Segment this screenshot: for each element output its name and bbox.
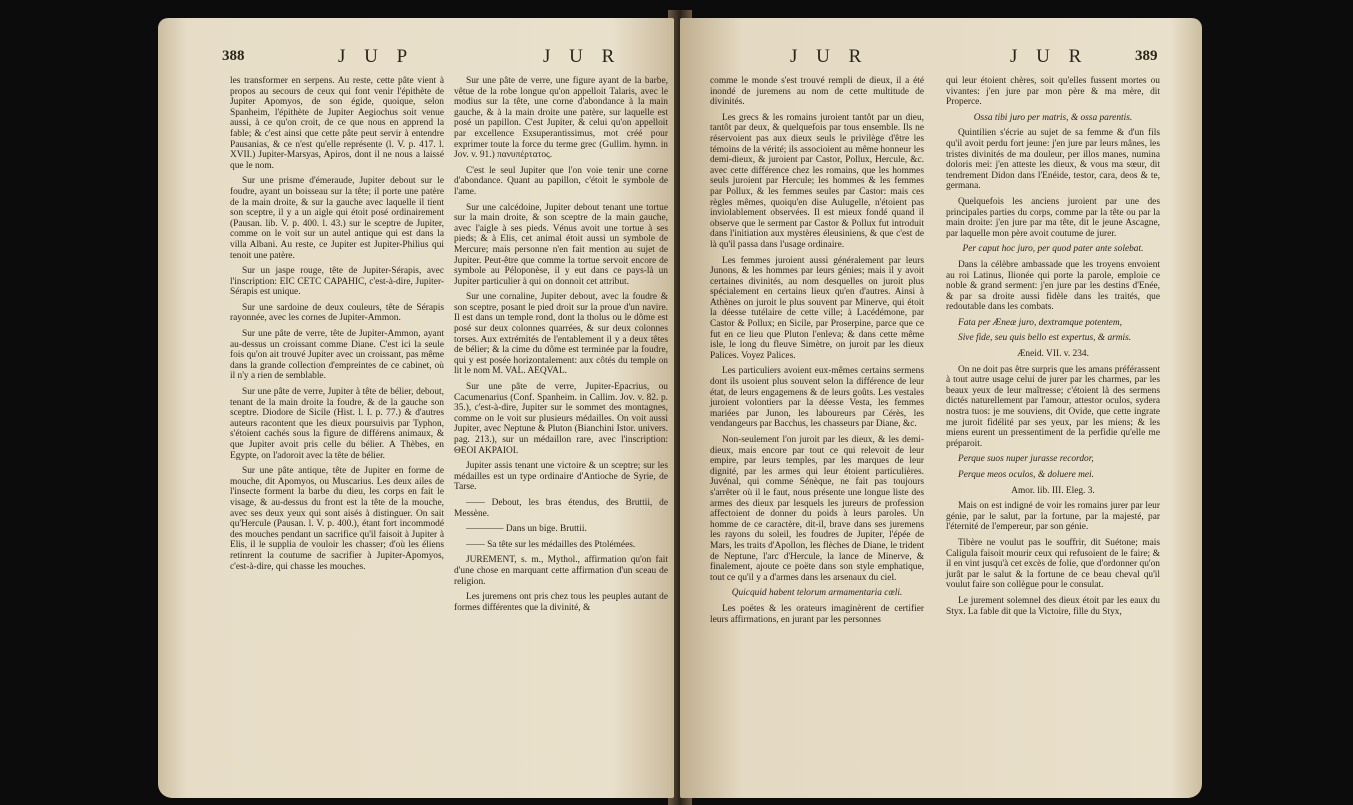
paragraph: Sur une prisme d'émeraude, Jupiter debout sur le foudre, ayant un boisseau sur la tête; il porte une patère de la main droite, & sur la gauche avec laquelle il tient son sceptre, il y a un aigle qui étoit posé ordinairement (Pausan. lib. V. p. 400. l. 43.) sur le sceptre de Jupiter, comme on le voit sur un autel antique qui est dans la villa Albani. Au reste, ce Jupiter est Jupiter-Philius qui tenoit une patère.: [230, 176, 444, 261]
paragraph: Sur une calcédoine, Jupiter debout tenant une tortue sur la main droite, & son sceptre de la main gauche, avec l'aigle à ses pieds. Vénus avoit une tortue à ses pieds; & à Elis, cet animal étoit aussi un symbole de Mercure; mais personne n'en fait mention au sujet de Jupiter. Peut-être que comme la tortue servoit encore de symbole au Péloponèse, il y eut dans ce pays-là un Jupiter particulier à qui on donnoit cet attribut.: [454, 202, 668, 287]
verse-quote: Perque suos nuper jurasse recordor,: [958, 454, 1094, 465]
entry-heading: JUREMENT, s. m., Mythol., affirmation qu'on fait d'une chose en marquant cette affirmation d'un sceau de religion.: [454, 555, 668, 587]
right-running-head-left: J U R: [790, 46, 869, 67]
left-running-head-left: J U P: [338, 46, 415, 67]
left-page-column-2: [454, 76, 668, 618]
verse-quote: Sive fide, seu quis bello est expertus, & armis.: [958, 333, 1132, 344]
paragraph: Mais on est indigné de voir les romains jurer par leur génie, par le salut, par la fortune, par la majesté, par l'éternité de l'empereur, par son génie.: [946, 501, 1160, 533]
verse-quote: Fata per Æneæ juro, dextramque potentem,: [958, 317, 1122, 328]
paragraph: Sur une cornaline, Jupiter debout, avec la foudre & son sceptre, posant le pied droit sur la proue d'un navire. Il est dans un temple rond, dont la tholus ou le dôme est posé sur deux colonnes quarrées, & sur deux colonnes torses. Aux extrémités de l'entablement il y a deux têtes de bélier; & la cime du dôme est terminée par la foudre, qui y est posée horizontalement: aux côtés du temple on lit le nom M. VAL. AEQVAL.: [454, 292, 668, 377]
left-page: [158, 18, 674, 798]
verse-quote: Per caput hoc juro, per quod pater ante solebat.: [962, 244, 1144, 255]
right-page-column-2: [946, 76, 1160, 622]
paragraph: Jupiter assis tenant une victoire & un sceptre; sur les médailles est un type ordinaire d'Antioche de Syrie, de Tarse.: [454, 461, 668, 493]
paragraph: Quintilien s'écrie au sujet de sa femme & d'un fils qu'il avoit perdu fort jeune: j'en jure par leurs mânes, les tristes divinités de ma douleur, per illos manes, numina doloris mei: j'en atteste les dieux, & vous ma sœur, dit tendrement Didon dans l'Enéide, testor, cara, deos & te, germana.: [946, 128, 1160, 192]
verse-quote: Perque meos oculos, & doluere mei.: [958, 470, 1094, 480]
paragraph: Les juremens ont pris chez tous les peuples autant de formes différentes que la divinité, &: [454, 592, 668, 613]
verse-citation: Æneid. VII. v. 234.: [1017, 349, 1089, 360]
paragraph: Sur un jaspe rouge, tête de Jupiter-Sérapis, avec l'inscription: EIC CETC CAPAHIC, c'est-à-dire, Jupiter-Sérapis est unique.: [230, 266, 444, 298]
paragraph: —— Debout, les bras étendus, des Bruttii, de Messène.: [454, 497, 668, 519]
paragraph: Sur une sardoine de deux couleurs, tête de Sérapis rayonnée, avec les cornes de Jupiter-Ammon.: [230, 302, 444, 324]
verse-citation: Amor. lib. III. Eleg. 3.: [1011, 485, 1095, 496]
paragraph: Sur une pâte de verre, une figure ayant de la barbe, vêtue de la robe longue qu'on appelloit Talaris, avec le modius sur la tête, une corne d'abondance à la main gauche, & à la main droite une patère, sur laquelle est posé un papillon. C'est Jupiter, & celui qu'on appelloit par excellence Exsuperantissimus, mot créé pour exprimer toute la force du terme grec (Gullim. hymn. in Jov. v. 91.) πανυπέρτατος.: [454, 76, 668, 161]
paragraph: Les particuliers avoient eux-mêmes certains sermens dont ils usoient plus souvent selon la différence de leur état, de leurs engagemens & de leurs goûts. Les vestales juroient volontiers par la déesse Vesta, les femmes mariées par Junon, les laboureurs par Cérès, les vendangeurs par Bacchus, les chasseurs par Diane, &c.: [710, 366, 924, 430]
right-page: [680, 18, 1202, 798]
verse-quote: Ossa tibi juro per matris, & ossa parentis.: [973, 112, 1133, 123]
paragraph: Non-seulement l'on juroit par les dieux, & les demi-dieux, mais encore par tout ce qui relevoit de leur empire, par leurs temples, par les marques de leur dignité, par les armes qui leur étoient particulières. Juvénal, qui comme Sénèque, ne fait pas toujours s'arrêter où il le faut, nous présente une longue liste des armes des dieux par lesquels les jureurs de profession affectoient de donner du poids à leurs paroles. Un homme de ce caractère, dit-il, brave dans ses juremens les rayons du soleil, les foudres de Jupiter, l'épée de Mars, les traits d'Apollon, les flèches de Diane, le trident de Neptune, l'arc d'Hercule, la lance de Minerve, & finalement, ajoute ce poëte dans son style emphatique, tout ce qu'il y a d'armes dans les arsenaux du ciel.: [710, 435, 924, 583]
paragraph: qui leur étoient chères, soit qu'elles fussent mortes ou vivantes: j'en jure par mon père & ma mère, dit Properce.: [946, 76, 1160, 108]
left-page-column-1: [230, 76, 444, 577]
paragraph: C'est le seul Jupiter que l'on voie tenir une corne d'abondance. Quant au papillon, c'étoit le symbole de l'ame.: [454, 165, 668, 197]
right-page-column-1: [710, 76, 924, 630]
right-page-number: 389: [1135, 48, 1158, 64]
paragraph: ———— Dans un bige. Bruttii.: [466, 524, 587, 535]
paragraph: comme le monde s'est trouvé rempli de dieux, il a été inondé de juremens au nom de cette multitude de divinités.: [710, 76, 924, 108]
paragraph: Quelquefois les anciens juroient par une des principales parties du corps, comme par la tête ou par la main droite: j'en jure par ma tête, dit le jeune Ascagne, par laquelle mon père avoit coutume de jurer.: [946, 196, 1160, 239]
left-running-head-right: J U R: [543, 46, 622, 67]
paragraph: Les femmes juroient aussi généralement par leurs Junons, & les hommes par leurs génies; mais il y avoit certaines divinités, au nom desquelles on juroit plus spécialement en certains lieux qu'en d'autres. Ainsi à Athènes on juroit le plus souvent par Minerve, qui étoit la déesse tutélaire de cette ville; à Lacédémone, par Castor & Pollux; en Sicile, par Proserpine, parce que ce fut en ce lieu que Pluton l'enleva; & dans cette même isle, le long du fleuve Simètre, on juroit par les dieux Palices. Voyez Palices.: [710, 255, 924, 361]
verse-quote: Quicquid habent telorum armamentaria cœli.: [731, 588, 903, 599]
left-page-number: 388: [222, 48, 245, 64]
paragraph: Tibère ne voulut pas le souffrir, dit Suétone; mais Caligula faisoit mourir ceux qui refusoient de le faire; & il en vint jusqu'à cet excès de folie, que d'ordonner qu'on jurât par le salut & la fortune de ce beau cheval qu'il voulut faire son collègue pour le consulat.: [946, 537, 1160, 591]
paragraph: —— Sa tête sur les médailles des Ptolémées.: [466, 539, 636, 550]
paragraph: Sur une pâte antique, tête de Jupiter en forme de mouche, dit Apomyos, ou Muscarius. Les deux ailes de l'insecte forment la barbe du dieu, les corps en fait le visage, & au-dessus du front est la tête de la mouche, avec ses deux yeux qui sont aisés à distinguer. On sait qu'Hercule (Pausan. l. V. p. 400.), étant fort incommodé des mouches pendant un sacrifice qu'il faisoit à Jupiter à Elis, il le supplia de vouloir les chasser; d'où les éliens retinrent la coutume de sacrifier à Jupiter-Apomyos, c'est-à-dire, qui chasse les mouches.: [230, 466, 444, 572]
paragraph: Dans la célèbre ambassade que les troyens envoient au roi Latinus, Ilionée qui porte la parole, emploie ce noble & grand serment: j'en jure par les destins d'Enée, & par sa droite aussi fidèle dans les traités, que redoutable dans les combats.: [946, 259, 1160, 313]
paragraph: Les grecs & les romains juroient tantôt par un dieu, tantôt par deux, & quelquefois par tous ensemble. Ils ne réservoient pas aux dieux seuls le privilège d'être les témoins de la vérité; ils associoient au même honneur les demi-dieux, & juroient par Castor, Pollux, Hercule, &c. avec cette différence chez les romains, que les hommes seuls juroient par Hercule; les hommes & les femmes par Pollux, & les femmes seules par Castor: mais ces règles mêmes, quoiqu'en dise Aulugelle, n'étoient pas inviolablement observées. Il est mieux fondé quand il observe que le serment par Castor & Pollux fut introduit dans l'initiation aux mystères éleusiniens, & que c'est de là qu'il passa dans l'usage ordinaire.: [710, 112, 924, 250]
paragraph: Sur une pâte de verre, Jupiter à tête de bélier, debout, tenant de la main droite la foudre, & de la gauche son sceptre. Diodore de Sicile (Hist. l. I. p. 77.) & d'autres auteurs racontent que les dieux poursuivis par Typhon, s'étoient cachés sous la figure de différens animaux, & que Jupiter avoit pris celle du bélier. A Thèbes, en Egypte, on l'adoroit avec la tête de bélier.: [230, 387, 444, 461]
paragraph: Sur une pâte de verre, Jupiter-Epacrius, ou Cacumenarius (Conf. Spanheim. in Callim. Jov. v. 82. p. 35.), c'est-à-dire, Jupiter sur le sommet des montagnes, comme on le voit sur plusieurs médailles. On voit aussi Jupiter, avec Neptune & Pluton (Bianchini Istor. univers. pag. 213.), sur un médaillon rare, avec l'inscription: ΘΕΟΙ ΑΚΡΑΙΟΙ.: [454, 382, 668, 456]
right-page-header: [680, 46, 1202, 74]
paragraph: On ne doit pas être surpris que les amans préférassent à tout autre usage celui de jurer par les charmes, par les beaux yeux de leur maîtresse; c'étoient là des sermens dictés naturellement par l'amour, attestor oculos, sydera nostra tuos: je me souviens, dit Ovide, que cette ingrate me juroit fidélité par ses yeux, par les miens; & les miens eurent un pressentiment de la perfidie qu'elle me préparoit.: [946, 364, 1160, 449]
right-running-head-right: J U R: [1010, 46, 1089, 67]
left-page-header: [158, 46, 674, 74]
paragraph: les transformer en serpens. Au reste, cette pâte vient à propos au secours de ceux qui font venir l'épithète de Jupiter Apomyos, de son égide, quoique, selon Spanheim, l'épithète de Jupiter Aegiochus soit venue aussi, à ce qu'on croit, de ce que nous en apprend la fable; & c'est ainsi que cette pâte peut servir à entendre Pausanias, & ce n'est qu'elle représente (l. V. p. 417. l. XVII.) Jupiter-Marsyas, Apiros, dont il ne nous a laissé que le nom.: [230, 76, 444, 171]
paragraph: Le jurement solemnel des dieux étoit par les eaux du Styx. La fable dit que la Victoire, fille du Styx,: [946, 595, 1160, 617]
paragraph: Sur une pâte de verre, tête de Jupiter-Ammon, ayant au-dessus un croissant comme Diane. C'est ici la seule fois qu'on ait trouvé Jupiter avec un croissant, pas même dans la grande collection d'empreintes de ce cabinet, où il n'y a rien de semblable.: [230, 329, 444, 382]
paragraph: Les poëtes & les orateurs imaginèrent de certifier leurs affirmations, en jurant par les personnes: [710, 603, 924, 625]
